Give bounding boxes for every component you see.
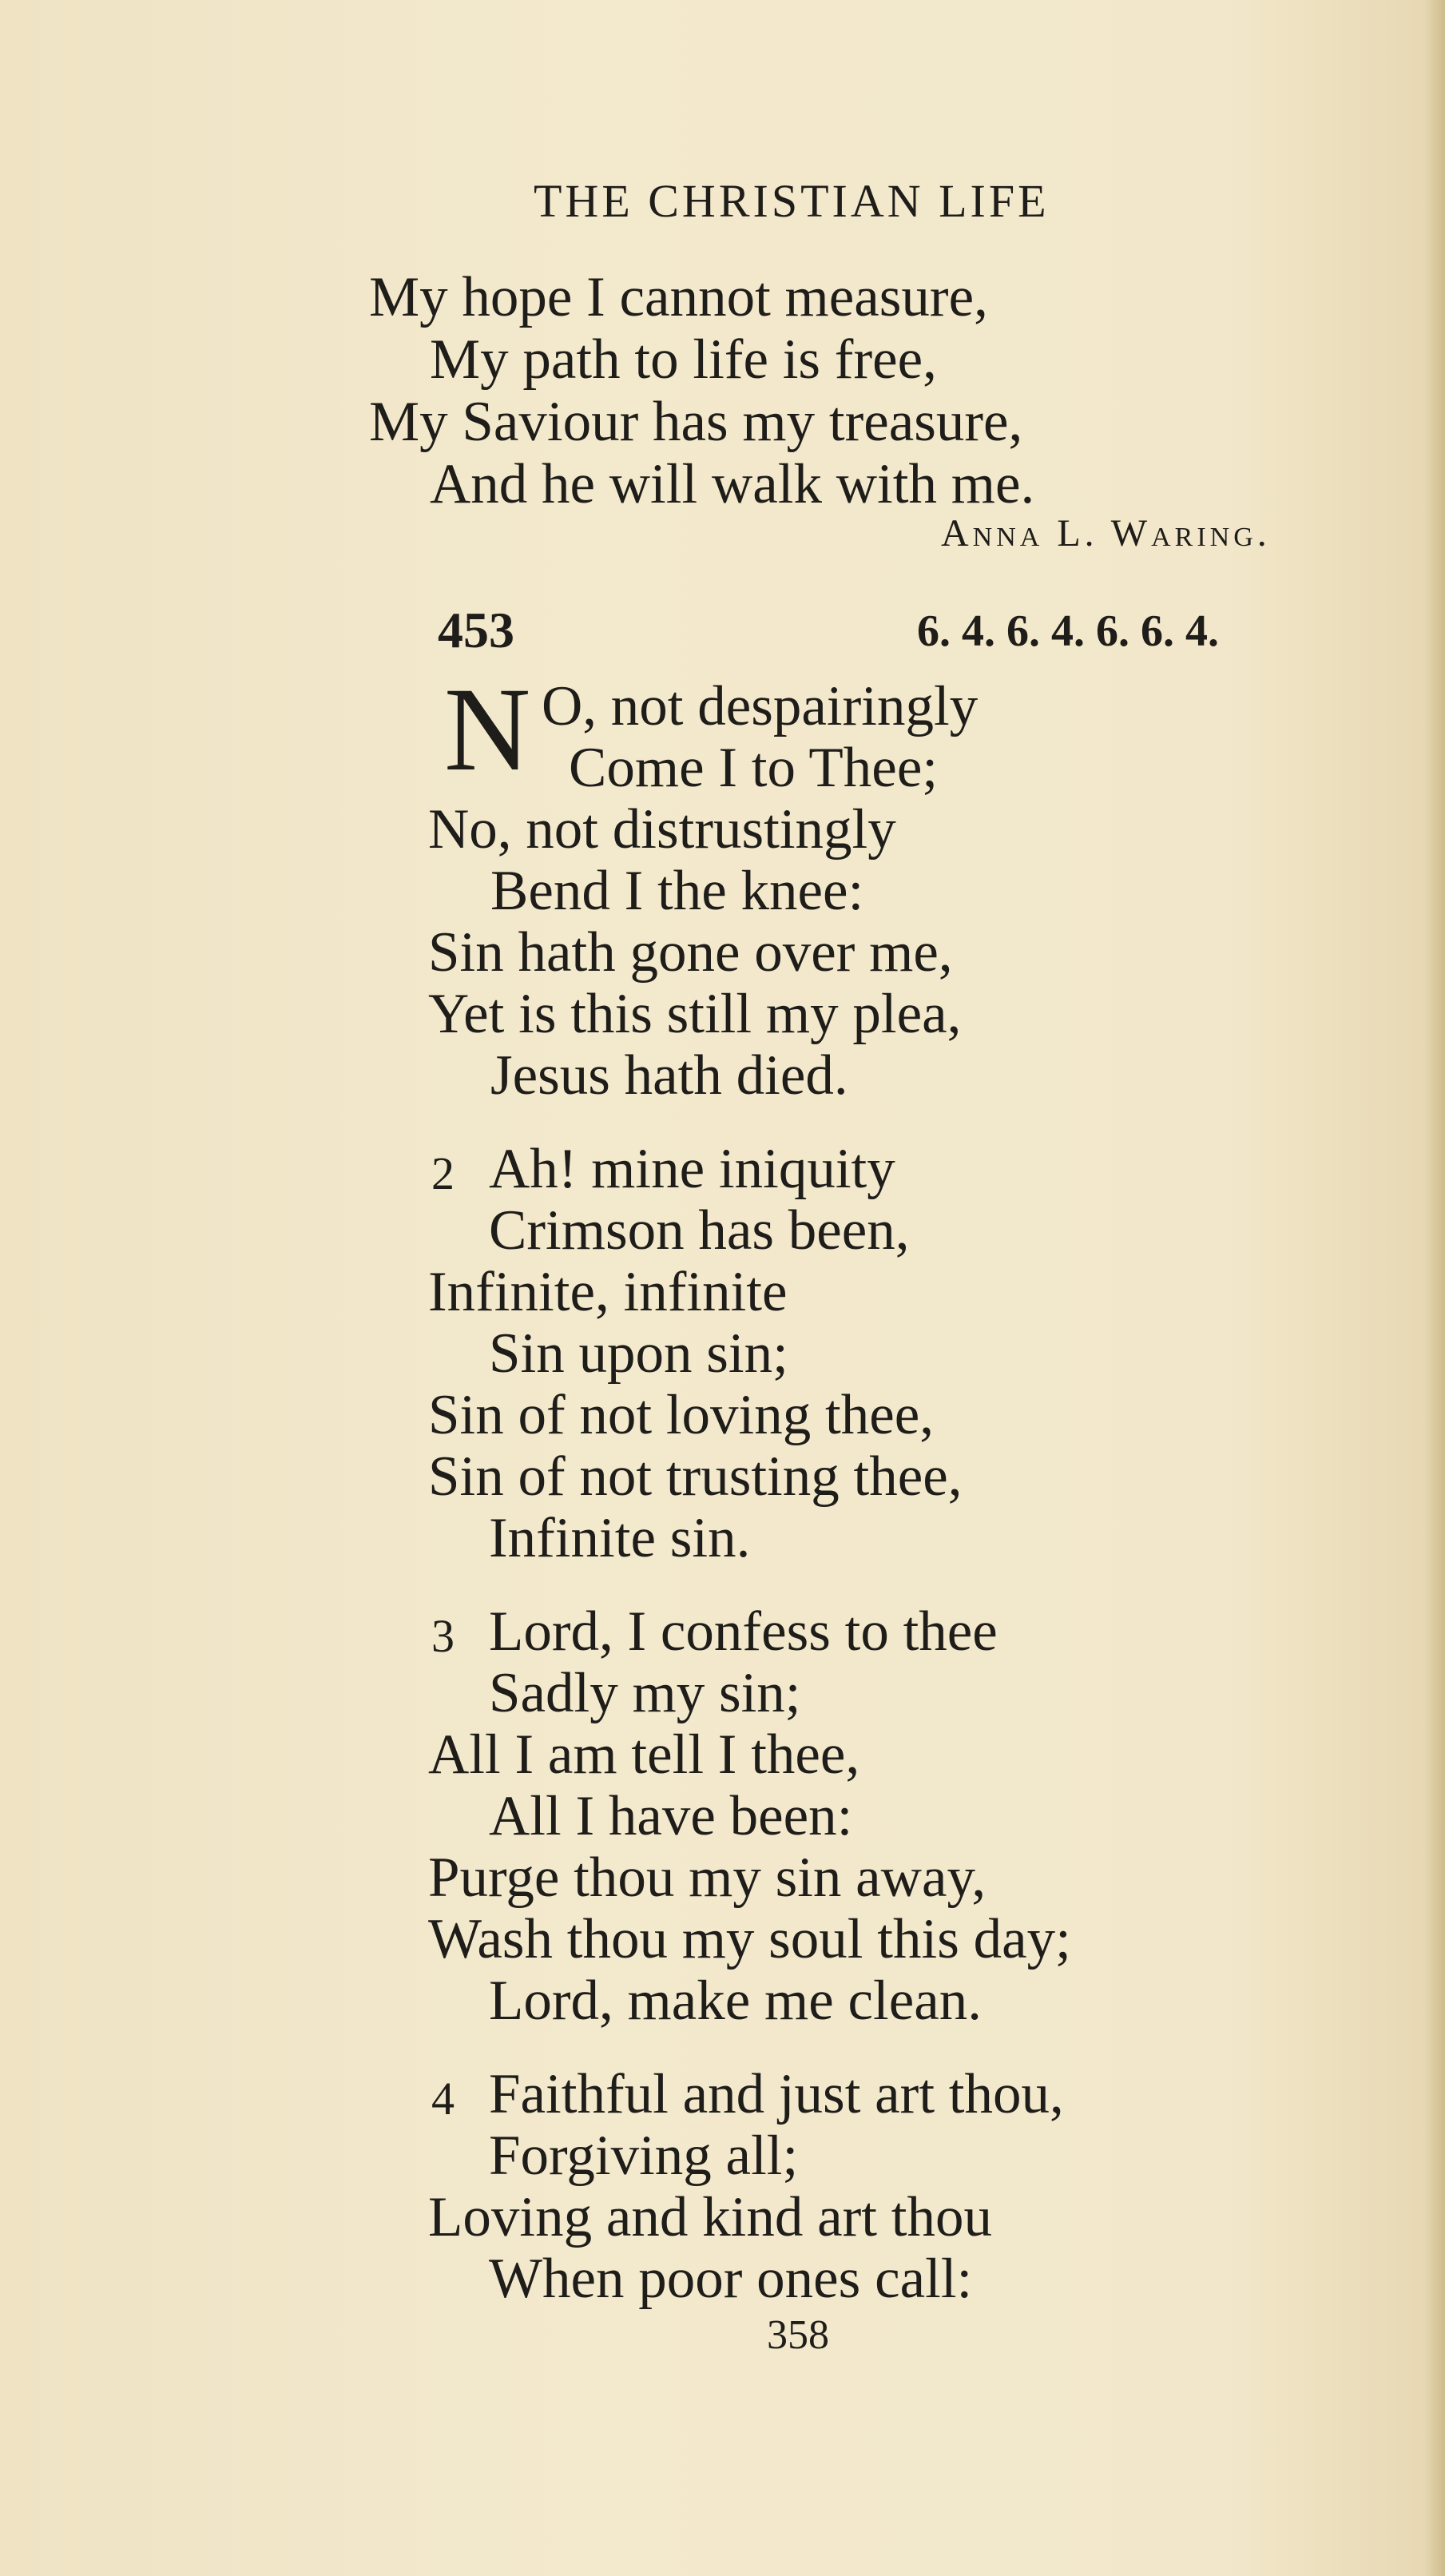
- verse-line: Purge thou my sin away,: [428, 1847, 986, 1909]
- verse-line: Sin of not loving thee,: [428, 1384, 935, 1446]
- verse-number: 4: [431, 2073, 455, 2125]
- verse-line: All I am tell I thee,: [428, 1723, 860, 1786]
- verse-number: 2: [431, 1147, 455, 1199]
- page-number: 358: [767, 2312, 829, 2358]
- verse-line: Wash thou my soul this day;: [428, 1908, 1071, 1970]
- verse-line: Loving and kind art thou: [428, 2186, 992, 2248]
- hymn-author: Anna L. Waring.: [941, 512, 1271, 555]
- verse-line: My Saviour has my treasure,: [369, 391, 1023, 453]
- drop-cap: N: [444, 663, 531, 796]
- verse-line: Sin upon sin;: [489, 1322, 788, 1385]
- verse-line: Faithful and just art thou,: [489, 2063, 1064, 2125]
- verse-line: Forgiving all;: [489, 2125, 799, 2187]
- verse-line: My hope I cannot measure,: [369, 266, 988, 328]
- verse-number: 3: [431, 1610, 455, 1662]
- page-edge: [1424, 0, 1445, 2576]
- verse-line: No, not distrustingly: [428, 798, 896, 861]
- verse-line: Infinite sin.: [489, 1507, 751, 1569]
- verse-line: And he will walk with me.: [430, 453, 1035, 515]
- verse-line: All I have been:: [489, 1785, 853, 1847]
- verse-line: Crimson has been,: [489, 1199, 910, 1262]
- verse-line: Lord, I confess to thee: [489, 1600, 998, 1663]
- verse-line: Yet is this still my plea,: [428, 983, 962, 1045]
- verse-line: Infinite, infinite: [428, 1261, 788, 1323]
- verse-line: Lord, make me clean.: [489, 1970, 983, 2032]
- verse-line: Jesus hath died.: [490, 1044, 848, 1107]
- verse-line: When poor ones call:: [489, 2248, 973, 2310]
- verse-line: Bend I the knee:: [490, 860, 864, 922]
- running-head: THE CHRISTIAN LIFE: [534, 175, 1050, 227]
- verse-line: Sadly my sin;: [489, 1662, 801, 1724]
- verse-line: Sin hath gone over me,: [428, 921, 953, 984]
- hymn-meter: 6. 4. 6. 4. 6. 6. 4.: [917, 606, 1219, 656]
- hymn-number: 453: [438, 602, 514, 658]
- verse-line: Sin of not trusting thee,: [428, 1445, 963, 1508]
- verse-line: My path to life is free,: [430, 328, 937, 391]
- verse-line: Come I to Thee;: [569, 737, 939, 799]
- verse-line: O, not despairingly: [542, 675, 979, 737]
- verse-line: Ah! mine iniquity: [489, 1138, 895, 1200]
